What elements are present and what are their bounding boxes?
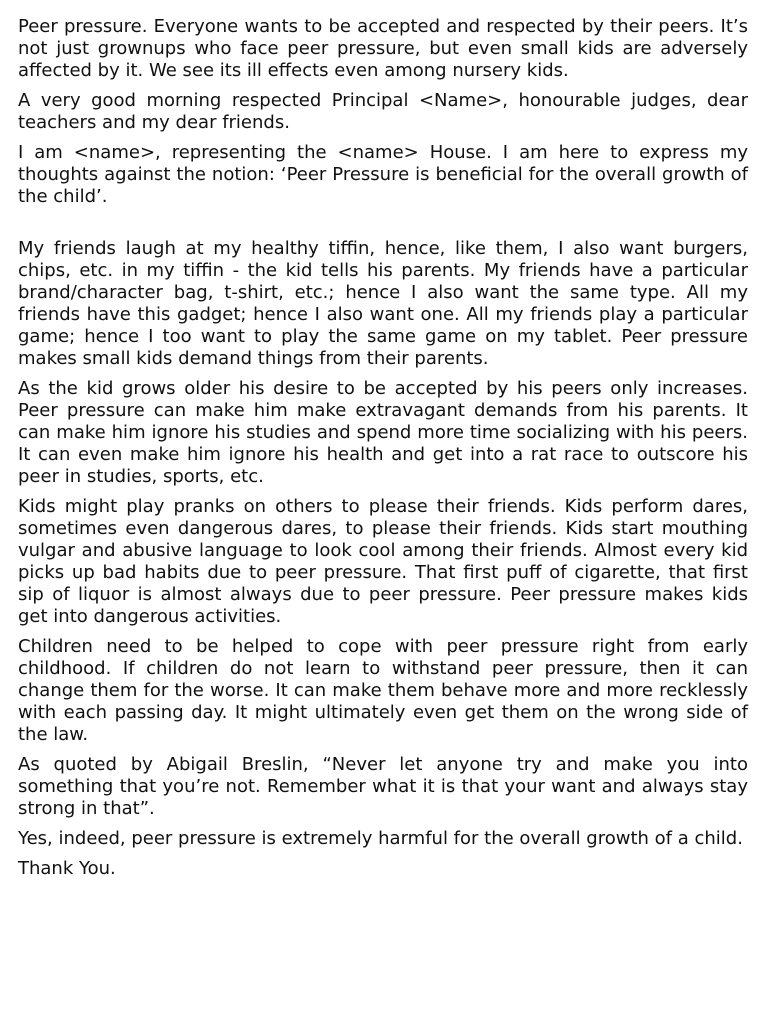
- paragraph-conclusion: Yes, indeed, peer pressure is extremely harmful for the overall growth of a child.: [18, 828, 743, 849]
- paragraph-older-kids: As the kid grows older his desire to be accepted by his peers only increases. Peer pressure can make him make extravagant demands from his parents. It can make him ignore his studies and spend more time socializing with his peers. It can even make him ignore his health and get into a rat race to outscore his peer in studies, sports, etc.: [18, 378, 748, 487]
- paragraph-small-kids: My friends laugh at my healthy tiffin, hence, like them, I also want burgers, chips, etc. in my tiffin - the kid tells his parents. My friends have a particular brand/character bag, t-shirt, etc.; hence I also want the same type. All my friends have this gadget; hence I also want one. All my friends play a particular game; hence I too want to play the same game on my tablet. Peer pressure makes small kids demand things from their parents.: [18, 238, 748, 369]
- paragraph-pranks: Kids might play pranks on others to please their friends. Kids perform dares, sometimes even dangerous dares, to please their friends. Kids start mouthing vulgar and abusive language to look cool among their friends. Almost every kid picks up bad habits due to peer pressure. That first puff of cigarette, that first sip of liquor is almost always due to peer pressure. Peer pressure makes kids get into dangerous activities.: [18, 496, 748, 627]
- paragraph-greeting: A very good morning respected Principal <Name>, honourable judges, dear teachers and my dear friends.: [18, 90, 748, 133]
- speech-text: [18, 16, 748, 888]
- paragraph-coping: Children need to be helped to cope with peer pressure right from early childhood. If children do not learn to withstand peer pressure, then it can change them for the worse. It can make them behave more and more recklessly with each passing day. It might ultimately even get them on the wrong side of the law.: [18, 636, 748, 745]
- paragraph-quote: As quoted by Abigail Breslin, “Never let anyone try and make you into something that you’re not. Remember what it is that your want and always stay strong in that”.: [18, 754, 748, 819]
- paragraph-opening: Peer pressure. Everyone wants to be accepted and respected by their peers. It’s not just grownups who face peer pressure, but even small kids are adversely affected by it. We see its ill effects even among nursery kids.: [18, 16, 748, 81]
- paragraph-introduction: I am <name>, representing the <name> House. I am here to express my thoughts against the notion: ‘Peer Pressure is beneficial for the overall growth of the child’.: [18, 142, 748, 207]
- paragraph-thanks: Thank You.: [18, 858, 116, 879]
